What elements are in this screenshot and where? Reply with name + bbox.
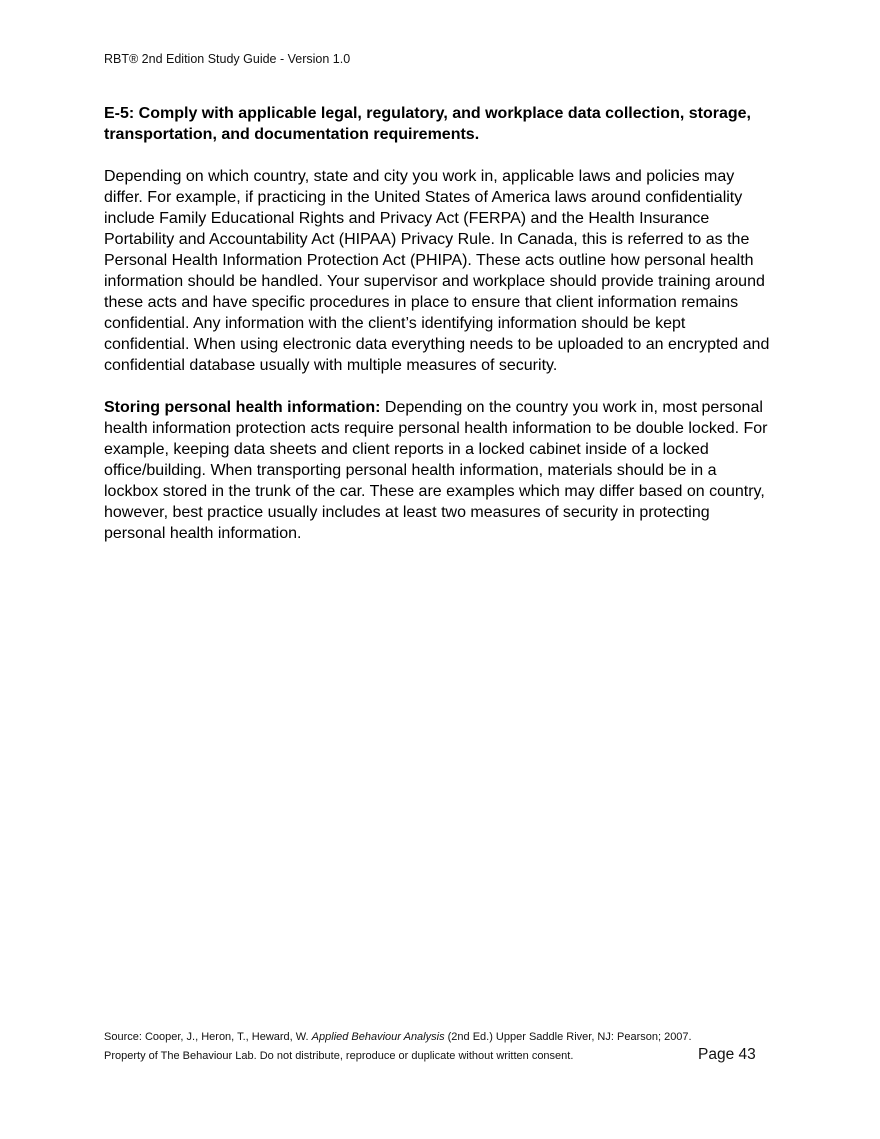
footer-property-notice: Property of The Behaviour Lab. Do not distribute, reproduce or duplicate without written consent. [104, 1050, 574, 1062]
paragraph-storing-health-information [104, 397, 774, 544]
main-content [104, 103, 774, 544]
paragraph-label: Storing personal health information: [104, 399, 381, 416]
paragraph-confidentiality-laws: Depending on which country, state and city you work in, applicable laws and policies may differ. For example, if practicing in the United States of America laws around confidentiality include Family Educational Rights and Privacy Act (FERPA) and the Health Insurance Portability and Accountability Act (HIPAA) Privacy Rule. In Canada, this is referred to as the Personal Health Information Protection Act (PHIPA). These acts outline how personal health information should be handled. Your supervisor and workplace should provide training around these acts and have specific procedures in place to ensure that client information remains confidential. Any information with the client’s identifying information should be kept confidential. When using electronic data everything needs to be uploaded to an encrypted and confidential database usually with multiple measures of security. [104, 168, 770, 374]
section-heading: E-5: Comply with applicable legal, regulatory, and workplace data collection, storage, transportation, and documentation requirements. [104, 105, 751, 143]
document-header: RBT® 2nd Edition Study Guide - Version 1.0 [104, 52, 351, 66]
source-prefix: Source: Cooper, J., Heron, T., Heward, W. [104, 1031, 312, 1043]
footer-source [104, 1031, 692, 1043]
page-number: Page 43 [698, 1046, 756, 1063]
source-title: Applied Behaviour Analysis [311, 1031, 445, 1043]
paragraph-body: Depending on the country you work in, most personal health information protection acts require personal health information to be double locked. For example, keeping data sheets and client reports in a locked cabinet inside of a locked office/building. When transporting personal health information, materials should be in a lockbox stored in the trunk of the car. These are examples which may differ based on country, however, best practice usually includes at least two measures of security in protecting personal health information. [104, 399, 768, 542]
source-suffix: (2nd Ed.) Upper Saddle River, NJ: Pearson; 2007. [444, 1031, 692, 1043]
